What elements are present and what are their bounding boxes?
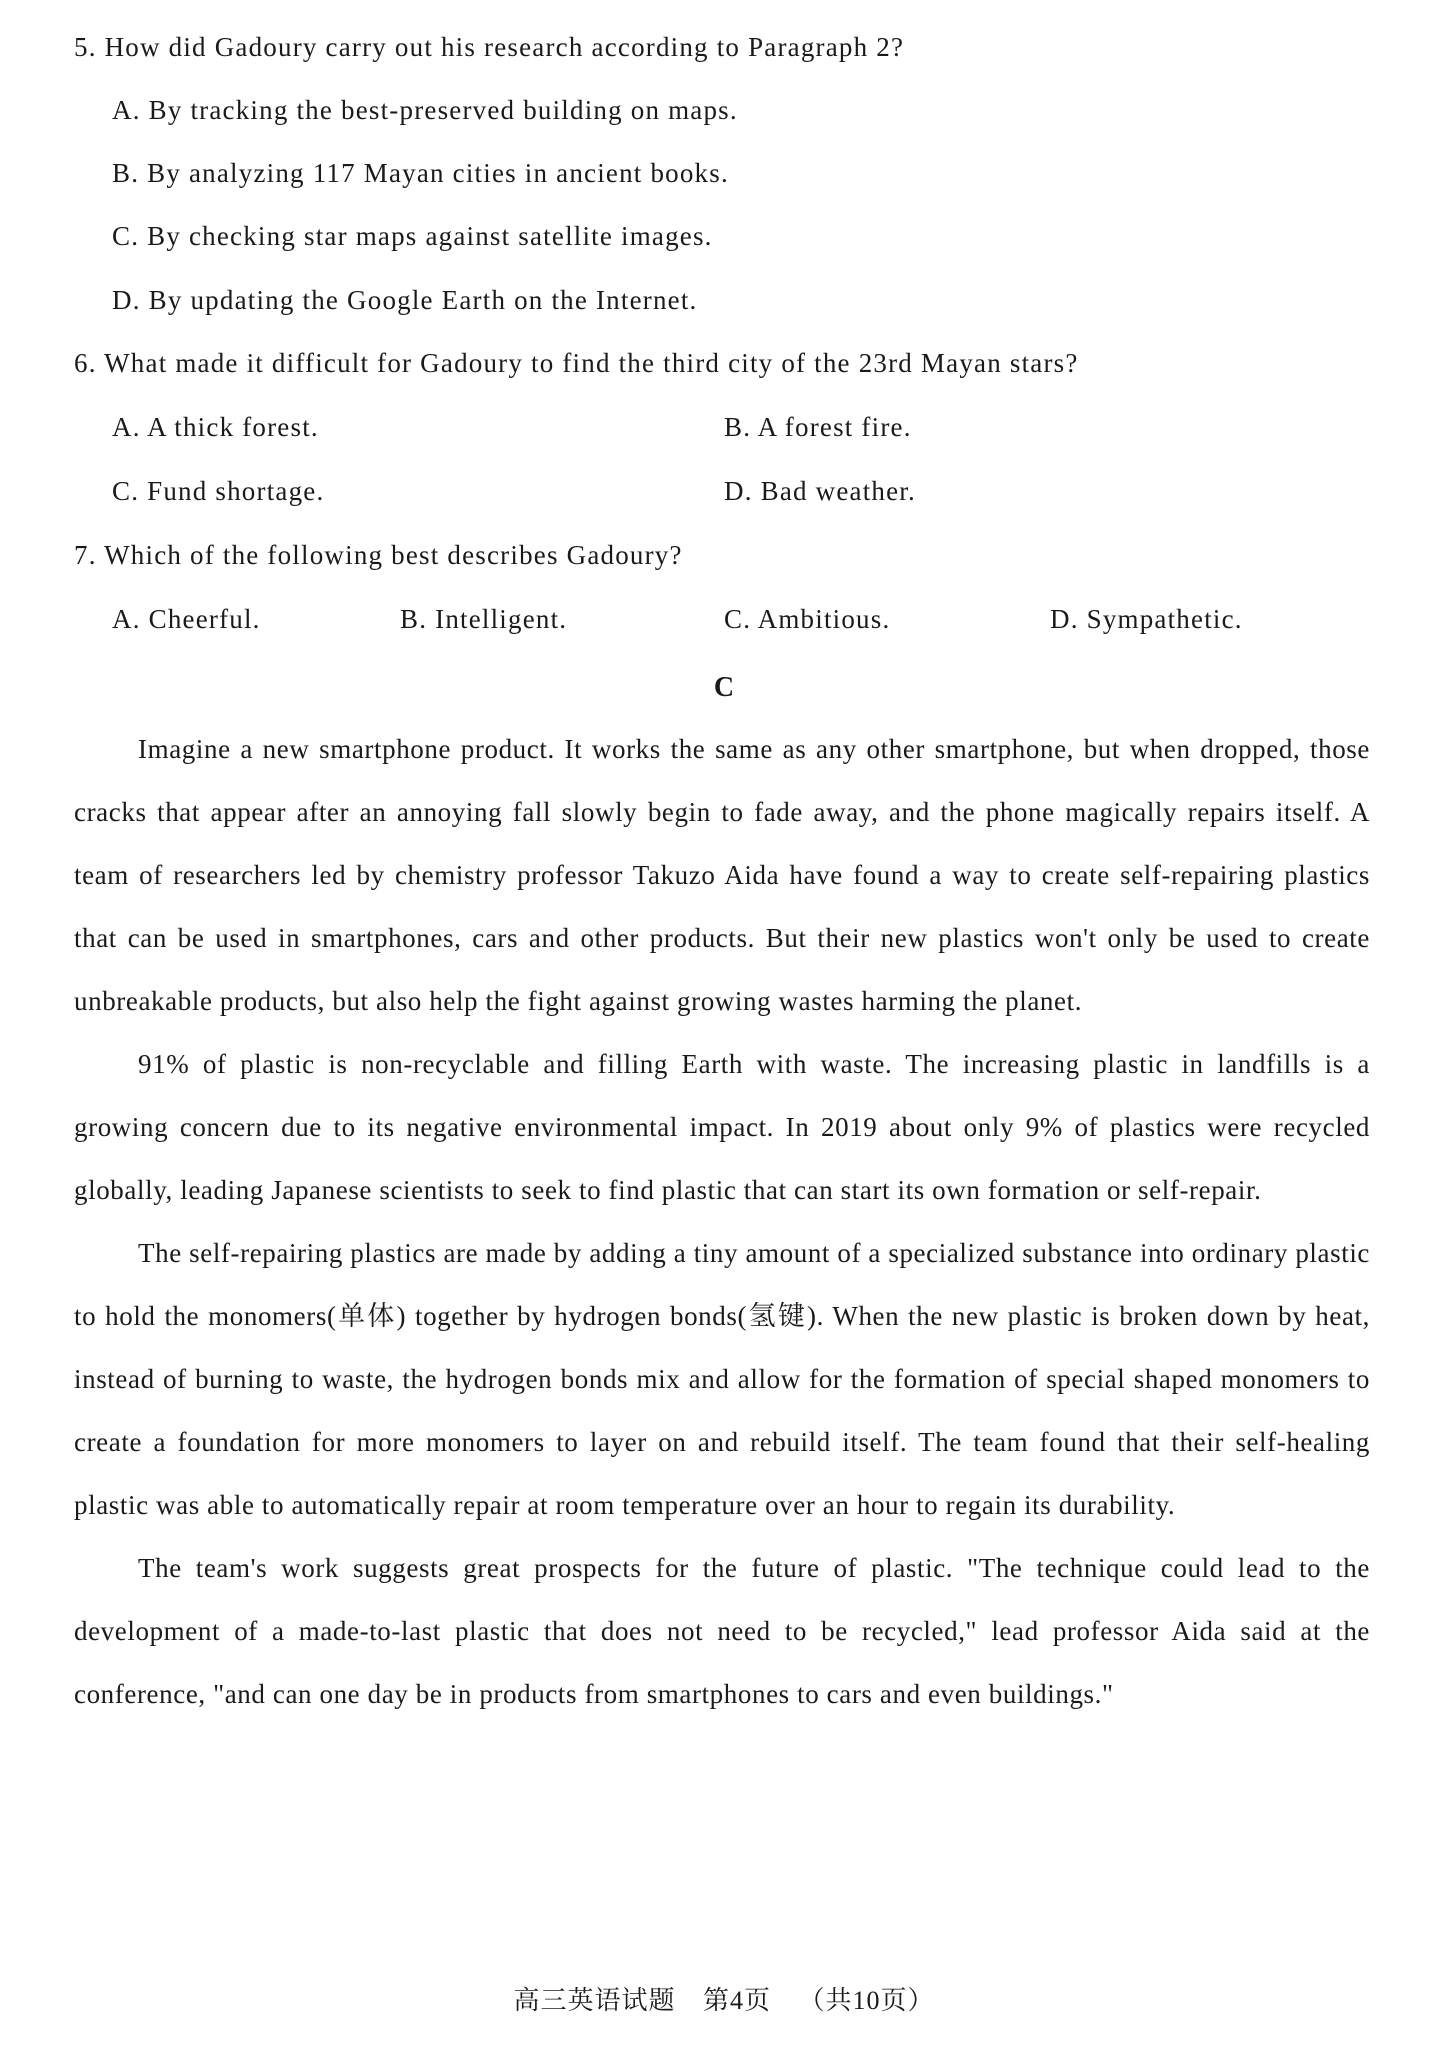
section-heading: C: [713, 672, 735, 703]
option-label: A.: [112, 412, 141, 442]
footer-title: 高三英语试题: [513, 1986, 676, 2015]
option-label: A.: [112, 95, 141, 125]
option-6b: [724, 410, 912, 444]
option-text: By checking star maps against satellite images.: [147, 221, 713, 251]
option-text: Cheerful.: [148, 604, 261, 634]
option-text: By tracking the best-preserved building on maps.: [148, 95, 738, 125]
option-label: C.: [724, 604, 752, 634]
passage: [74, 718, 1370, 1726]
option-label: B.: [400, 604, 428, 634]
option-6a: [112, 410, 319, 444]
option-text: Ambitious.: [757, 604, 891, 634]
option-label: D.: [112, 285, 141, 315]
option-label: A.: [112, 604, 141, 634]
option-text: A thick forest.: [147, 412, 319, 442]
option-6c: [112, 474, 324, 508]
option-label: C.: [112, 476, 140, 506]
paragraph-3: The self-repairing plastics are made by adding a tiny amount of a specialized substance into ordinary plastic to hold the monomers(单体) together by hydrogen bonds(氢键). When the new plastic is broken down by heat, instead of burning to waste, the hydrogen bonds mix and allow for the formation of special shaped monomers to create a foundation for more monomers to layer on and rebuild itself. The team found that their self-healing plastic was able to automatically repair at room temperature over an hour to regain its durability.: [74, 1238, 1371, 1520]
paragraph-4: The team's work suggests great prospects for the future of plastic. "The technique could lead to the development of a made-to-last plastic that does not need to be recycled," lead professor Aida said at the conference, "and can one day be in products from smartphones to cars and even buildings.": [74, 1553, 1370, 1709]
page-footer: [0, 1984, 1448, 2018]
option-7c: [724, 602, 890, 636]
option-5d: [112, 283, 697, 317]
paragraph-2: 91% of plastic is non-recyclable and filling Earth with waste. The increasing plastic in landfills is a growing concern due to its negative environmental impact. In 2019 about only 9% of plastics were recycled globally, leading Japanese scientists to seek to find plastic that can start its own formation or self-repair.: [74, 1049, 1370, 1205]
footer-total-pages: （共10页）: [798, 1986, 935, 2015]
option-7d: [1050, 602, 1243, 636]
question-number: 7.: [74, 540, 97, 570]
option-7b: [400, 602, 567, 636]
question-text: How did Gadoury carry out his research according to Paragraph 2?: [104, 32, 905, 62]
option-5c: [112, 219, 713, 253]
footer-page-number: 第4页: [702, 1986, 771, 2015]
option-text: By updating the Google Earth on the Internet.: [148, 285, 698, 315]
option-5b: [112, 156, 729, 190]
option-text: Sympathetic.: [1086, 604, 1243, 634]
question-number: 5.: [74, 32, 97, 62]
question-number: 6.: [74, 348, 97, 378]
option-text: Intelligent.: [435, 604, 568, 634]
option-5a: [112, 93, 738, 127]
option-text: Fund shortage.: [147, 476, 325, 506]
option-label: C.: [112, 221, 140, 251]
question-6: [74, 346, 1079, 380]
option-text: Bad weather.: [760, 476, 916, 506]
option-label: B.: [112, 158, 140, 188]
question-text: What made it difficult for Gadoury to find the third city of the 23rd Mayan stars?: [104, 348, 1079, 378]
question-7: [74, 538, 683, 572]
option-label: B.: [724, 412, 752, 442]
option-7a: [112, 602, 261, 636]
option-text: By analyzing 117 Mayan cities in ancient books.: [147, 158, 729, 188]
question-5: [74, 30, 904, 64]
option-text: A forest fire.: [757, 412, 912, 442]
paragraph-1: Imagine a new smartphone product. It works the same as any other smartphone, but when dropped, those cracks that appear after an annoying fall slowly begin to fade away, and the phone magically repairs itself. A team of researchers led by chemistry professor Takuzo Aida have found a way to create self-repairing plastics that can be used in smartphones, cars and other products. But their new plastics won't only be used to create unbreakable products, but also help the fight against growing wastes harming the planet.: [74, 734, 1370, 1016]
question-text: Which of the following best describes Gadoury?: [104, 540, 683, 570]
option-label: D.: [724, 476, 753, 506]
option-label: D.: [1050, 604, 1079, 634]
option-6d: [724, 474, 916, 508]
